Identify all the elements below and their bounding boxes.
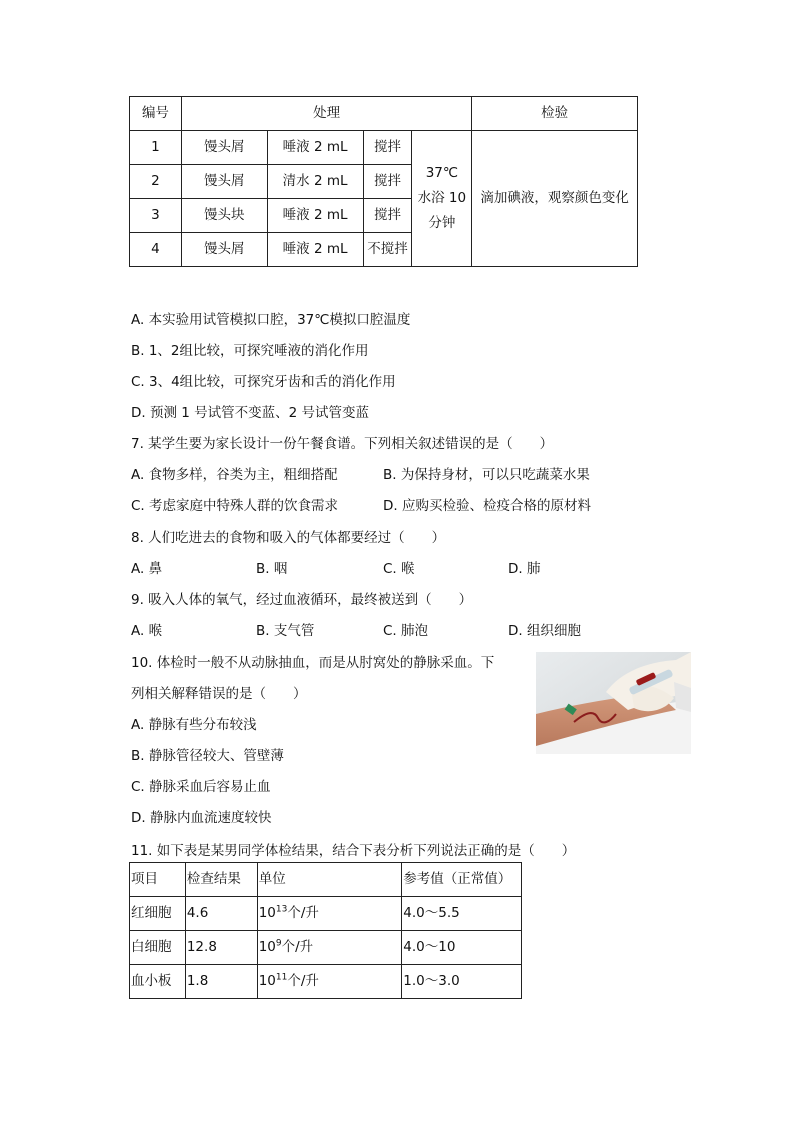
q10-stem-line1: 10. 体检时一般不从动脉抽血，而是从肘窝处的静脉采血。下 [131,655,495,671]
table-header-row [130,97,638,131]
q6-option-d: D. 预测 1 号试管不变蓝、2 号试管变蓝 [131,405,370,421]
q9-option-c: C. 肺泡 [383,623,429,639]
q7-option-d: D. 应购买检验、检疫合格的原材料 [383,498,591,514]
q8-option-d: D. 肺 [508,561,541,577]
cell-bath [412,131,472,267]
cell-stir: 搅拌 [363,131,412,165]
q7-stem: 7. 某学生要为家长设计一份午餐食谱。下列相关叙述错误的是（ ） [131,436,554,452]
cell-food: 馒头屑 [181,165,267,199]
cell-result: 1.8 [185,965,257,999]
q8-stem: 8. 人们吃进去的食物和吸入的气体都要经过（ ） [131,530,446,546]
q9-option-a: A. 喉 [131,623,163,639]
q10-option-b: B. 静脉管径较大、管壁薄 [131,748,284,764]
table-row [130,897,522,931]
q10-option-c: C. 静脉采血后容易止血 [131,779,271,795]
bath-unit: 分钟 [428,214,456,231]
table-header-row [130,863,522,897]
cell-reference: 4.0～5.5 [402,897,522,931]
q9-option-b: B. 支气管 [256,623,315,639]
header-treatment: 处理 [181,97,471,131]
cell-reference: 1.0～3.0 [402,965,522,999]
cell-stir: 不搅拌 [363,233,412,267]
cell-liquid: 唾液 2 mL [267,199,363,233]
cell-liquid: 唾液 2 mL [267,131,363,165]
blood-test-table [129,862,522,999]
header-reference: 参考值（正常值） [402,863,522,897]
cell-liquid: 清水 2 mL [267,165,363,199]
q8-option-b: B. 咽 [256,561,288,577]
unit-base: 10 [258,938,276,955]
cell-food: 馒头屑 [181,131,267,165]
table-row [130,931,522,965]
q7-option-c: C. 考虑家庭中特殊人群的饮食需求 [131,498,339,514]
cell-food: 馒头块 [181,199,267,233]
blood-draw-photo [536,652,691,754]
bath-temp: 37℃ [425,165,459,182]
header-item: 项目 [130,863,186,897]
q10-stem-line2: 列相关解释错误的是（ ） [131,686,307,702]
cell-unit [257,965,402,999]
header-test: 检验 [472,97,638,131]
unit-exponent: 13 [275,904,288,915]
header-result: 检查结果 [185,863,257,897]
q6-option-a: A. 本实验用试管模拟口腔，37℃模拟口腔温度 [131,312,411,328]
q10-option-a: A. 静脉有些分布较浅 [131,717,257,733]
header-id: 编号 [130,97,182,131]
q6-option-c: C. 3、4组比较，可探究牙齿和舌的消化作用 [131,374,396,390]
cell-result: 12.8 [185,931,257,965]
q10-option-d: D. 静脉内血流速度较快 [131,810,272,826]
cell-stir: 搅拌 [363,165,412,199]
table-row [130,131,638,165]
q8-option-a: A. 鼻 [131,561,163,577]
unit-exponent: 11 [275,972,288,983]
cell-item: 红细胞 [130,897,186,931]
experiment-table [129,96,638,267]
header-unit: 单位 [257,863,402,897]
cell-item: 白细胞 [130,931,186,965]
cell-id: 4 [130,233,182,267]
cell-id: 1 [130,131,182,165]
cell-id: 2 [130,165,182,199]
table-row [130,965,522,999]
q9-stem: 9. 吸入人体的氧气，经过血液循环，最终被送到（ ） [131,592,473,608]
cell-id: 3 [130,199,182,233]
cell-food: 馒头屑 [181,233,267,267]
unit-base: 10 [258,904,276,921]
cell-liquid: 唾液 2 mL [267,233,363,267]
cell-test: 滴加碘液，观察颜色变化 [472,131,638,267]
q7-option-b: B. 为保持身材，可以只吃蔬菜水果 [383,467,590,483]
cell-unit [257,931,402,965]
cell-result: 4.6 [185,897,257,931]
q7-option-a: A. 食物多样，谷类为主，粗细搭配 [131,467,338,483]
q11-stem: 11. 如下表是某男同学体检结果，结合下表分析下列说法正确的是（ ） [131,843,576,859]
unit-rest: 个/升 [287,972,319,989]
q8-option-c: C. 喉 [383,561,415,577]
q6-option-b: B. 1、2组比较，可探究唾液的消化作用 [131,343,369,359]
unit-rest: 个/升 [287,904,319,921]
bath-duration: 水浴 10 [417,190,467,207]
unit-rest: 个/升 [281,938,314,955]
cell-stir: 搅拌 [363,199,412,233]
cell-unit [257,897,402,931]
cell-reference: 4.0～10 [402,931,522,965]
q9-option-d: D. 组织细胞 [508,623,581,639]
unit-exponent: 9 [275,938,282,949]
cell-item: 血小板 [130,965,186,999]
unit-base: 10 [258,972,276,989]
